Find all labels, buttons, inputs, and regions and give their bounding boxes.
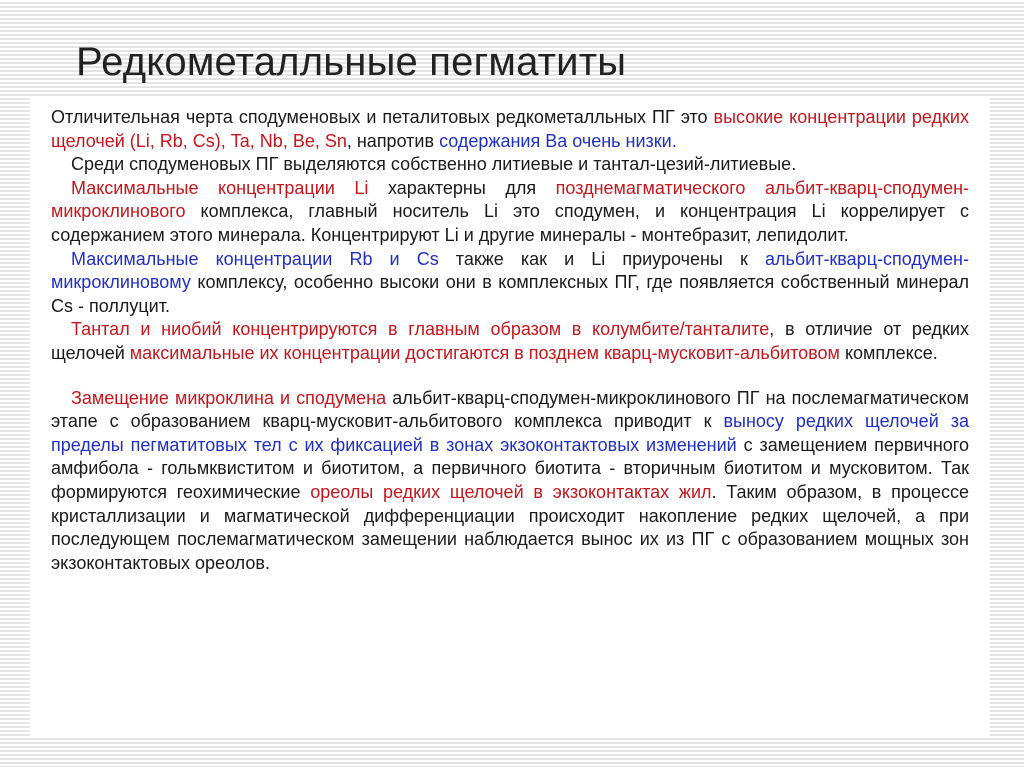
highlight-red: Замещение микроклина и сподумена [71,387,387,408]
content-panel [30,98,990,738]
highlight-red: максимальные их концентрации достигаются в позднем кварц-мусковит-альбитовом [129,342,840,363]
text-segment: альбит-кварц-сподумен-микроклинового ПГ на послемагматическом этапе с образованием кварц-мусковит-альбитового комплекса приводит к [51,387,969,432]
highlight-red: Максимальные концентрации Li [71,177,369,198]
paragraph-gap [51,366,969,387]
text-segment: Среди сподуменовых ПГ выделяются собственно литиевые и тантал-цезий-литиевые. [71,154,797,175]
paragraph-4 [51,248,969,319]
paragraph-6 [51,387,969,576]
text-segment: Отличительная черта сподуменовых и петалитовых редкометалльных ПГ это [51,107,714,127]
text-segment: . Таким образом, в процессе кристаллизации и магматической дифференциации происходит накопление редких щелочей, а при последующем послемагматическом замещении наблюдается вынос их из ПГ с образованием мощных зон экзоконтактовых ореолов. [51,481,969,573]
text-segment: также как и Li приурочены к [438,248,765,269]
text-segment: комплекса, главный носитель Li это сподумен, и концентрация Li коррелирует с содержанием этого минерала. Концентрируют Li и другие минералы - монтебразит, лепидолит. [51,201,969,245]
highlight-red: позднемагматического альбит-кварц-сподумен-микроклинового [51,177,970,222]
text-segment: , в отличие от редких щелочей [51,319,969,363]
text-segment: комплексе. [839,342,938,363]
text-segment: комплексу, особенно высоки они в комплексных ПГ, где появляется собственный минерал Cs - поллуцит. [51,272,969,316]
highlight-blue: содержания Ba очень низки. [439,130,677,151]
slide-title: Редкометалльные пегматиты [76,40,627,84]
highlight-blue: выносу редких щелочей за пределы пегматитовых тел с их фиксацией в зонах экзоконтактовых изменений [51,411,970,455]
paragraph-3 [51,177,969,248]
highlight-blue: альбит-кварц-сподумен-микроклиновому [51,248,969,293]
highlight-red: ореолы редких щелочей в экзоконтактах жил [310,481,712,502]
highlight-blue: Максимальные концентрации Rb и Cs [71,248,439,269]
paragraph-1 [51,106,969,153]
text-segment: с замещением первичного амфибола - гольмквиститом и биотитом, а первичного биотита - вторичным биотитом и мусковитом. Так формируются геохимические [51,434,969,502]
text-segment: , напротив [346,130,440,151]
highlight-red: высокие концентрации редких щелочей (Li, Rb, Cs), Ta, Nb, Be, Sn [51,107,969,151]
highlight-red: Тантал и ниобий концентрируются в главным образом в колумбите/танталите [71,319,770,340]
paragraph-2 [51,153,969,177]
paragraph-5 [51,318,969,365]
text-segment: характерны для [368,177,556,198]
